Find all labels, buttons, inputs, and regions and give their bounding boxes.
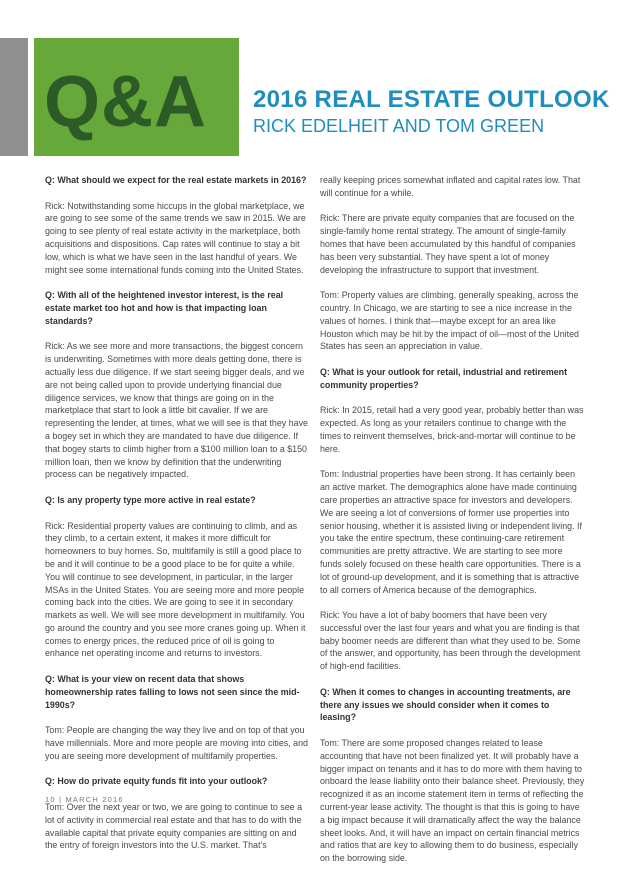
answer: Rick: As we see more and more transactions, the biggest concern is underwriting. Sometimes with more deals getting done, there is actually less due diligence. If we start seeing bigger deals, and we are not being called upon to provide underlying financial due diligence services, we know that things are going on in the marketplace that start to look a little bit cavalier. If we are representing the lender, at times, what we will see is that they have a bogey set in which they are mandated to have due diligence. If that bogey starts to climb higher from a $100 million loan to a $150 million loan, then we know by definition that the underwriting process can be negatively impacted. bbox=[45, 341, 308, 480]
answer: Rick: Residential property values are continuing to climb, and as they climb, to a certain extent, it makes it more difficult for homeowners to buy homes. So, multifamily is still a good place to be and it will continue to be a good place to be for quite a while. You will continue to see development, in particular, in the larger MSAs in the United States. You are seeing more and more people coming back into the cities. We are going to see it in secondary markets as well. We will see more development in multifamily. You go around the country and you see more cranes going up. When it comes to energy prices, the reduced price of oil is going to enhance net operating income and returns to investors. bbox=[45, 520, 306, 659]
question: Q: With all of the heightened investor interest, is the real estate market too hot and how is that impacting loan standards? bbox=[45, 290, 284, 326]
answer: Tom: People are changing the way they live and on top of that you have millennials. More and more people are moving into cities, and you are seeing more development of multifamily properties. bbox=[45, 725, 308, 761]
question: Q: How do private equity funds fit into your outlook? bbox=[45, 776, 268, 787]
question: Q: What should we expect for the real estate markets in 2016? bbox=[45, 175, 307, 185]
question: Q: Is any property type more active in real estate? bbox=[45, 494, 256, 505]
decorative-grey-bar bbox=[0, 38, 28, 156]
qa-badge: Q&A bbox=[44, 62, 207, 142]
answer: Rick: There are private equity companies that are focused on the single-family home rental strategy. The amount of single-family homes that have been accumulated by this handful of companies has been very substantial. They have spent a lot of money developing the infrastructure to support that investment. bbox=[320, 213, 576, 275]
right-column bbox=[320, 174, 585, 878]
question: Q: What is your outlook for retail, industrial and retirement community properties? bbox=[320, 366, 568, 390]
answer: Tom: Property values are climbing, generally speaking, across the country. In Chicago, we are starting to see a nice increase in the values of homes. I think that—maybe except for an area like Houston which may be hit by the impact of oil—most of the United States has seen an appreciation in value. bbox=[320, 290, 579, 352]
page-title: 2016 REAL ESTATE OUTLOOK bbox=[253, 86, 610, 113]
answer: Rick: In 2015, retail had a very good year, probably better than was expected. As long as your retailers continue to change with the times to reinvent themselves, brick-and-mortar will continue to be here. bbox=[320, 405, 584, 454]
answer: Rick: Notwithstanding some hiccups in the global marketplace, we are going to see some of the same trends we saw in 2015. We are going to see plenty of real estate activity in the marketplace, both acquisitions and dispositions. Cap rates will continue to stay a bit low, which is what we have seen in the last handful of years. We might see some international funds coming into the United States. bbox=[45, 200, 306, 275]
answer: Tom: Over the next year or two, we are going to continue to see a lot of activity in commercial real estate and that has to do with the available capital that private equity companies are sitting on and the entry of foreign investors into the U.S. market. That’s bbox=[45, 802, 303, 851]
answer: Tom: Industrial properties have been strong. It has certainly been an active market. The demographics alone have made continuing care properties an attractive space for investors and developers. We are seeing a lot of conversions of former use properties into senior housing, whether it is assisted living or independent living. If you take the entire spectrum, these continuing-care retirement communities are pretty attractive. We are starting to see more funds solely focused on these health care opportunities. There is a lot of ground-up development, and it is something that is attractive to all corners of America because of the demographics. bbox=[320, 469, 582, 595]
answer: Tom: There are some proposed changes related to lease accounting that have not been finalized yet. It will probably have a bigger impact on tenants and it has to do more with them having to onboard the lease liability onto their balance sheet. Previously, they recognized it as an income statement item in terms of reflecting the current-year lease activity. The thought is that this is going to have a big impact because it will dramatically affect the way the balance sheet looks. And, it will have an impact on certain financial metrics and ratios that are key to allowing them to do business, especially on the borrowing side. bbox=[320, 738, 585, 864]
question: Q: When it comes to changes in accounting treatments, are there any issues we should consider when it comes to leasing? bbox=[320, 686, 571, 723]
answer: Rick: You have a lot of baby boomers that have been very successful over the last four years and what you are finding is that baby boomer needs are different than what they used to be. Some of the answer, and opportunity, has been through the development of high-end facilities. bbox=[320, 610, 581, 672]
left-column bbox=[45, 174, 310, 865]
page-footer: 10 | MARCH 2016 bbox=[45, 795, 124, 804]
answer: really keeping prices somewhat inflated and capital rates low. That will continue for a while. bbox=[320, 175, 581, 198]
question: Q: What is your view on recent data that shows homeownership rates falling to lows not seen since the mid-1990s? bbox=[45, 674, 300, 710]
page-subtitle: RICK EDELHEIT AND TOM GREEN bbox=[253, 116, 545, 136]
